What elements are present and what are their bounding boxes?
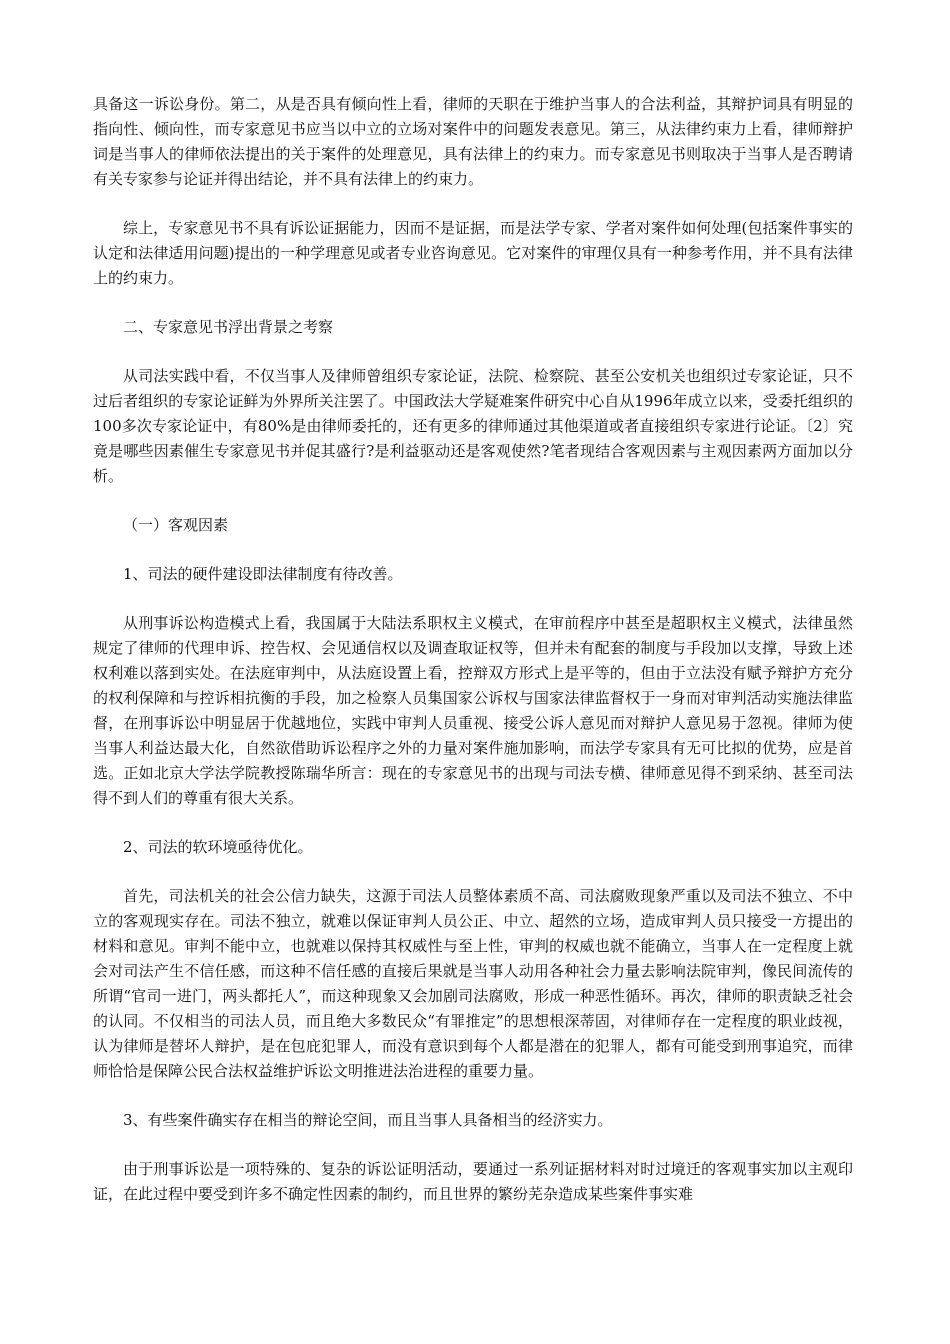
subsection-heading-objective: （一）客观因素 xyxy=(123,516,229,534)
point-heading-hardware: 1、司法的硬件建设即法律制度有待改善。 xyxy=(123,565,403,583)
paragraph-credibility: 首先，司法机关的社会公信力缺失，这源于司法人员整体素质不高、司法腐败现象严重以及司法不独立、不中立的客观现实存在。司法不独立，就难以保证审判人员公正、中立、超然的立场，造成审判人员只接受一方提出的材料和意见。审判不能中立，也就难以保持其权威性与至上性，审判的权威也就不能确立，当事人在一定程度上就会对司法产生不信任感，而这种不信任感的直接后果就是当事人动用各种社会力量去影响法院审判，像民间流传的所谓“官司一进门，两头都托人”，而这种现象又会加剧司法腐败，形成一种恶性循环。再次，律师的职责缺乏社会的认同。不仅相当的司法人员，而且绝大多数民众“有罪推定”的思想根深蒂固，对律师存在一定程度的职业歧视，认为律师是替坏人辩护，是在包庇犯罪人，而没有意识到每个人都是潜在的犯罪人，都有可能受到刑事追究，而律师恰恰是保障公民合法权益维护诉讼文明推进法治进程的重要力量。 xyxy=(93,887,853,1080)
paragraph-continued: 具备这一诉讼身份。第二，从是否具有倾向性上看，律师的天职在于维护当事人的合法利益，其辩护词具有明显的指向性、倾向性，而专家意见书应当以中立的立场对案件中的问题发表意见。第三，从法律约束力上看，律师辩护词是当事人的律师依法提出的关于案件的处理意见，具有法律上的约束力。而专家意见书则取决于当事人是否聘请有关专家参与论证并得出结论，并不具有法律上的约束力。 xyxy=(93,95,853,188)
paragraph-practice: 从司法实践中看，不仅当事人及律师曾组织专家论证，法院、检察院、甚至公安机关也组织过专家论证，只不过后者组织的专家论证鲜为外界所关注罢了。中国政法大学疑难案件研究中心自从1996年成立以来，受委托组织的100多次专家论证中，有80%是由律师委托的，还有更多的律师通过其他渠道或者直接组织专家进行论证。〔2〕究竟是哪些因素催生专家意见书并促其盛行?是利益驱动还是客观使然?笔者现结合客观因素与主观因素两方面加以分析。 xyxy=(93,367,853,485)
paragraph-structure: 从刑事诉讼构造模式上看，我国属于大陆法系职权主义模式，在审前程序中甚至是超职权主义模式，法律虽然规定了律师的代理申诉、控告权、会见通信权以及调查取证权等，但并未有配套的制度与手段加以支撑，导致上述权利难以落到实处。在法庭审判中，从法庭设置上看，控辩双方形式上是平等的，但由于立法没有赋予辩护方充分的权利保障和与控诉相抗衡的手段，加之检察人员集国家公诉权与国家法律监督权于一身而对审判活动实施法律监督，在刑事诉讼中明显居于优越地位，实践中审判人员重视、接受公诉人意见而对辩护人意见易于忽视。律师为使当事人利益达最大化，自然欲借助诉讼程序之外的力量对案件施加影响，而法学专家具有无可比拟的优势，应是首选。正如北京大学法学院教授陈瑞华所言：现在的专家意见书的出现与司法专横、律师意见得不到采纳、甚至司法得不到人们的尊重有很大关系。 xyxy=(93,614,853,807)
section-heading-background: 二、专家意见书浮出背景之考察 xyxy=(123,318,334,336)
point-heading-environment: 2、司法的软环境亟待优化。 xyxy=(123,838,313,856)
paragraph-criminal-procedure: 由于刑事诉讼是一项特殊的、复杂的诉讼证明活动，要通过一系列证据材料对时过境迁的客观事实加以主观印证，在此过程中要受到许多不确定性因素的制约，而且世界的繁纷芜杂造成某些案件事实难 xyxy=(93,1160,853,1203)
point-heading-debate-space: 3、有些案件确实存在相当的辩论空间，而且当事人具备相当的经济实力。 xyxy=(123,1111,613,1129)
document-page xyxy=(93,92,853,1207)
paragraph-summary: 综上，专家意见书不具有诉讼证据能力，因而不是证据，而是法学专家、学者对案件如何处理(包括案件事实的认定和法律适用问题)提出的一种学理意见或者专业咨询意见。它对案件的审理仅具有一种参考作用，并不具有法律上的约束力。 xyxy=(93,219,853,287)
